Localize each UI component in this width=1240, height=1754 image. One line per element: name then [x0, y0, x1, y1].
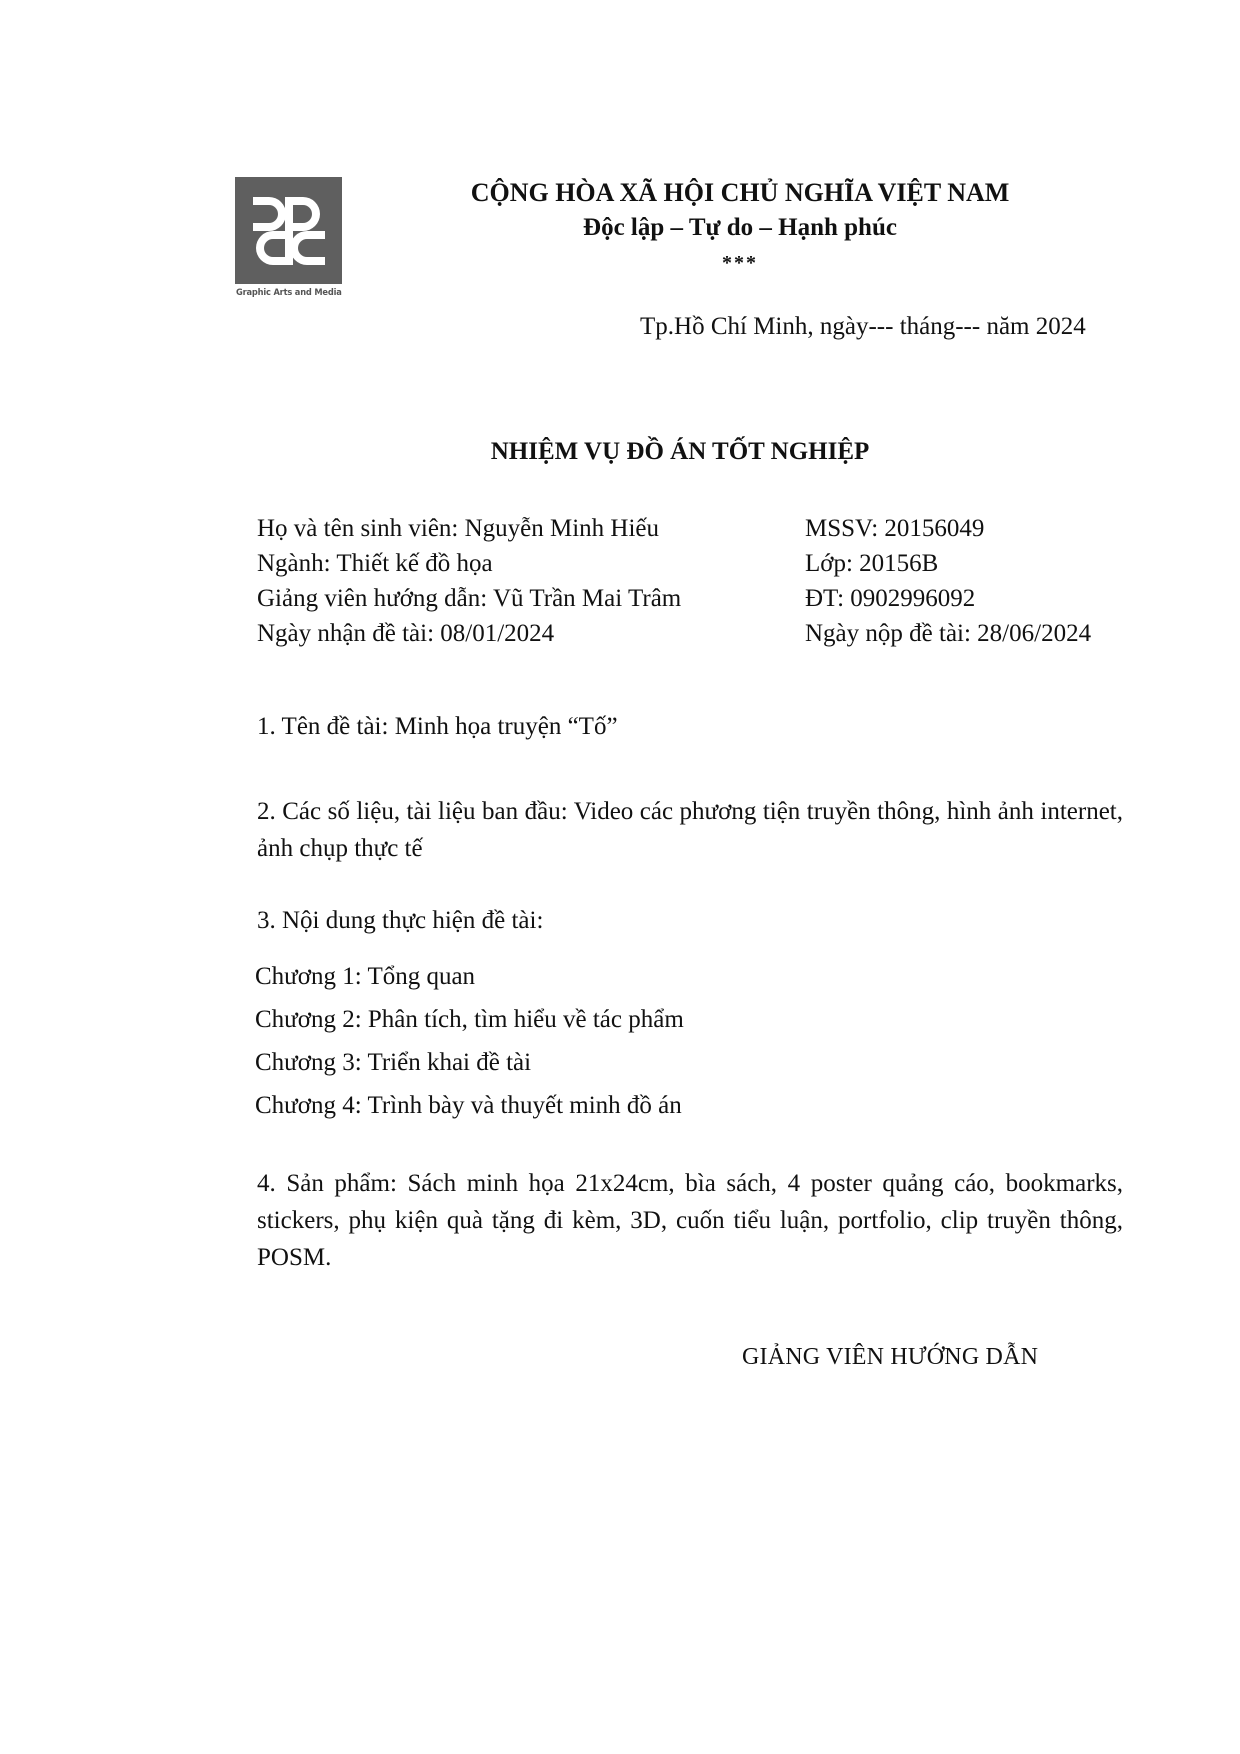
- document-title: NHIỆM VỤ ĐỒ ÁN TỐT NGHIỆP: [490, 438, 870, 465]
- submission-date: Ngày nộp đề tài: 28/06/2024: [805, 620, 1092, 647]
- class: Lớp: 20156B: [805, 550, 939, 577]
- chapter-2: Chương 2: Phân tích, tìm hiểu về tác phẩm: [255, 1006, 684, 1033]
- chapter-3: Chương 3: Triển khai đề tài: [255, 1049, 532, 1076]
- major: Ngành: Thiết kế đồ họa: [257, 550, 493, 577]
- chapter-1: Chương 1: Tổng quan: [255, 963, 476, 990]
- received-date: Ngày nhận đề tài: 08/01/2024: [257, 620, 555, 647]
- graphic-arts-and-media-logo-icon: [235, 177, 342, 284]
- country-header: CỘNG HÒA XÃ HỘI CHỦ NGHĨA VIỆT NAM: [470, 178, 1010, 207]
- supervisor-signature-label: GIẢNG VIÊN HƯỚNG DẪN: [742, 1344, 1039, 1370]
- student-name: Họ và tên sinh viên: Nguyễn Minh Hiếu: [257, 515, 660, 542]
- section-materials: 2. Các số liệu, tài liệu ban đầu: Video các phương tiện truyền thông, hình ảnh internet, ảnh chụp thực tế: [257, 798, 1123, 862]
- header-separator: ***: [722, 252, 758, 274]
- logo-caption: Graphic Arts and Media: [236, 288, 342, 298]
- supervisor: Giảng viên hướng dẫn: Vũ Trần Mai Trâm: [257, 585, 682, 612]
- motto: Độc lập – Tự do – Hạnh phúc: [583, 214, 897, 241]
- chapter-4: Chương 4: Trình bày và thuyết minh đồ án: [255, 1092, 682, 1119]
- section-content-heading: 3. Nội dung thực hiện đề tài:: [257, 907, 544, 934]
- phone: ĐT: 0902996092: [805, 585, 976, 612]
- student-id: MSSV: 20156049: [805, 515, 985, 542]
- date-line: Tp.Hồ Chí Minh, ngày--- tháng--- năm 2024: [640, 313, 1086, 340]
- section-products: 4. Sản phẩm: Sách minh họa 21x24cm, bìa sách, 4 poster quảng cáo, bookmarks, stickers, phụ kiện quà tặng đi kèm, 3D, cuốn tiểu luận, portfolio, clip truyền thông, POSM.: [257, 1170, 1123, 1271]
- section-topic: 1. Tên đề tài: Minh họa truyện “Tố”: [257, 713, 618, 740]
